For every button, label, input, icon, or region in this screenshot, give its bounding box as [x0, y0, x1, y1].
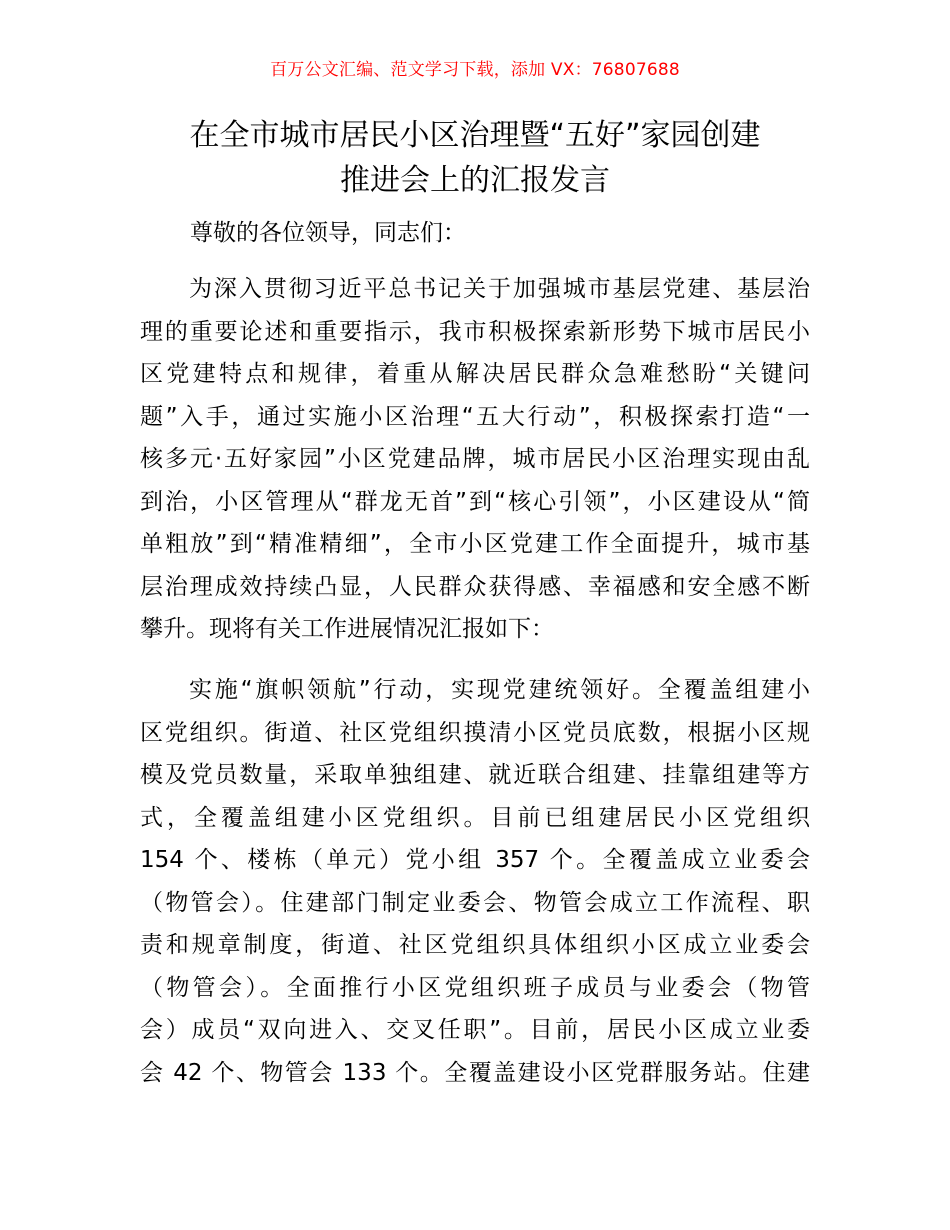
paragraph-line: （物管会）。住建部门制定业委会、物管会成立工作流程、职: [140, 889, 810, 916]
paragraph-line: 单粗放”到“精准精细”，全市小区党建工作全面提升，城市基: [140, 531, 810, 557]
paragraph-line: 实施“旗帜领航”行动，实现党建统领好。全覆盖组建小: [189, 677, 810, 703]
body-paragraph-1: [140, 268, 810, 651]
paragraph-line: 区党组织。街道、社区党组织摸清小区党员底数，根据小区规: [140, 719, 810, 746]
paragraph-line: 核多元·五好家园”小区党建品牌，城市居民小区治理实现由乱: [140, 446, 810, 472]
title-line-2: 推进会上的汇报发言: [340, 163, 610, 198]
paragraph-line: 攀升。现将有关工作进展情况汇报如下：: [140, 616, 554, 642]
title-line-1: 在全市城市居民小区治理暨“五好”家园创建: [189, 118, 761, 153]
paragraph-line: 为深入贯彻习近平总书记关于加强城市基层党建、基层治: [189, 276, 810, 302]
salutation: 尊敬的各位领导，同志们：: [190, 220, 466, 246]
paragraph-line: 理的重要论述和重要指示，我市积极探索新形势下城市居民小: [140, 318, 810, 345]
paragraph-line: 层治理成效持续凸显，人民群众获得感、幸福感和安全感不断: [140, 573, 810, 600]
paragraph-line: 会）成员“双向进入、交叉任职”。目前，居民小区成立业委: [140, 1017, 810, 1043]
body-paragraph-2: [140, 669, 810, 1094]
paragraph-line: 到治，小区管理从“群龙无首”到“核心引领”，小区建设从“简: [140, 488, 810, 515]
paragraph-line: 区党建特点和规律，着重从解决居民群众急难愁盼“关键问: [140, 361, 810, 387]
paragraph-line: 模及党员数量，采取单独组建、就近联合组建、挂靠组建等方: [140, 762, 810, 788]
paragraph-line: 式，全覆盖组建小区党组织。目前已组建居民小区党组织: [140, 804, 810, 831]
document-title: [100, 113, 850, 203]
paragraph-line: （物管会）。全面推行小区党组织班子成员与业委会（物管: [140, 974, 810, 1001]
paragraph-line: 责和规章制度，街道、社区党组织具体组织小区成立业委会: [140, 932, 810, 958]
paragraph-line: 题”入手，通过实施小区治理“五大行动”，积极探索打造“一: [140, 403, 810, 430]
watermark-header: 百万公文汇编、范文学习下载，添加 VX：76807688: [270, 60, 680, 80]
paragraph-line: 154 个、楼栋（单元）党小组 357 个。全覆盖成立业委会: [140, 847, 810, 873]
paragraph-line: 会 42 个、物管会 133 个。全覆盖建设小区党群服务站。住建: [140, 1059, 810, 1086]
